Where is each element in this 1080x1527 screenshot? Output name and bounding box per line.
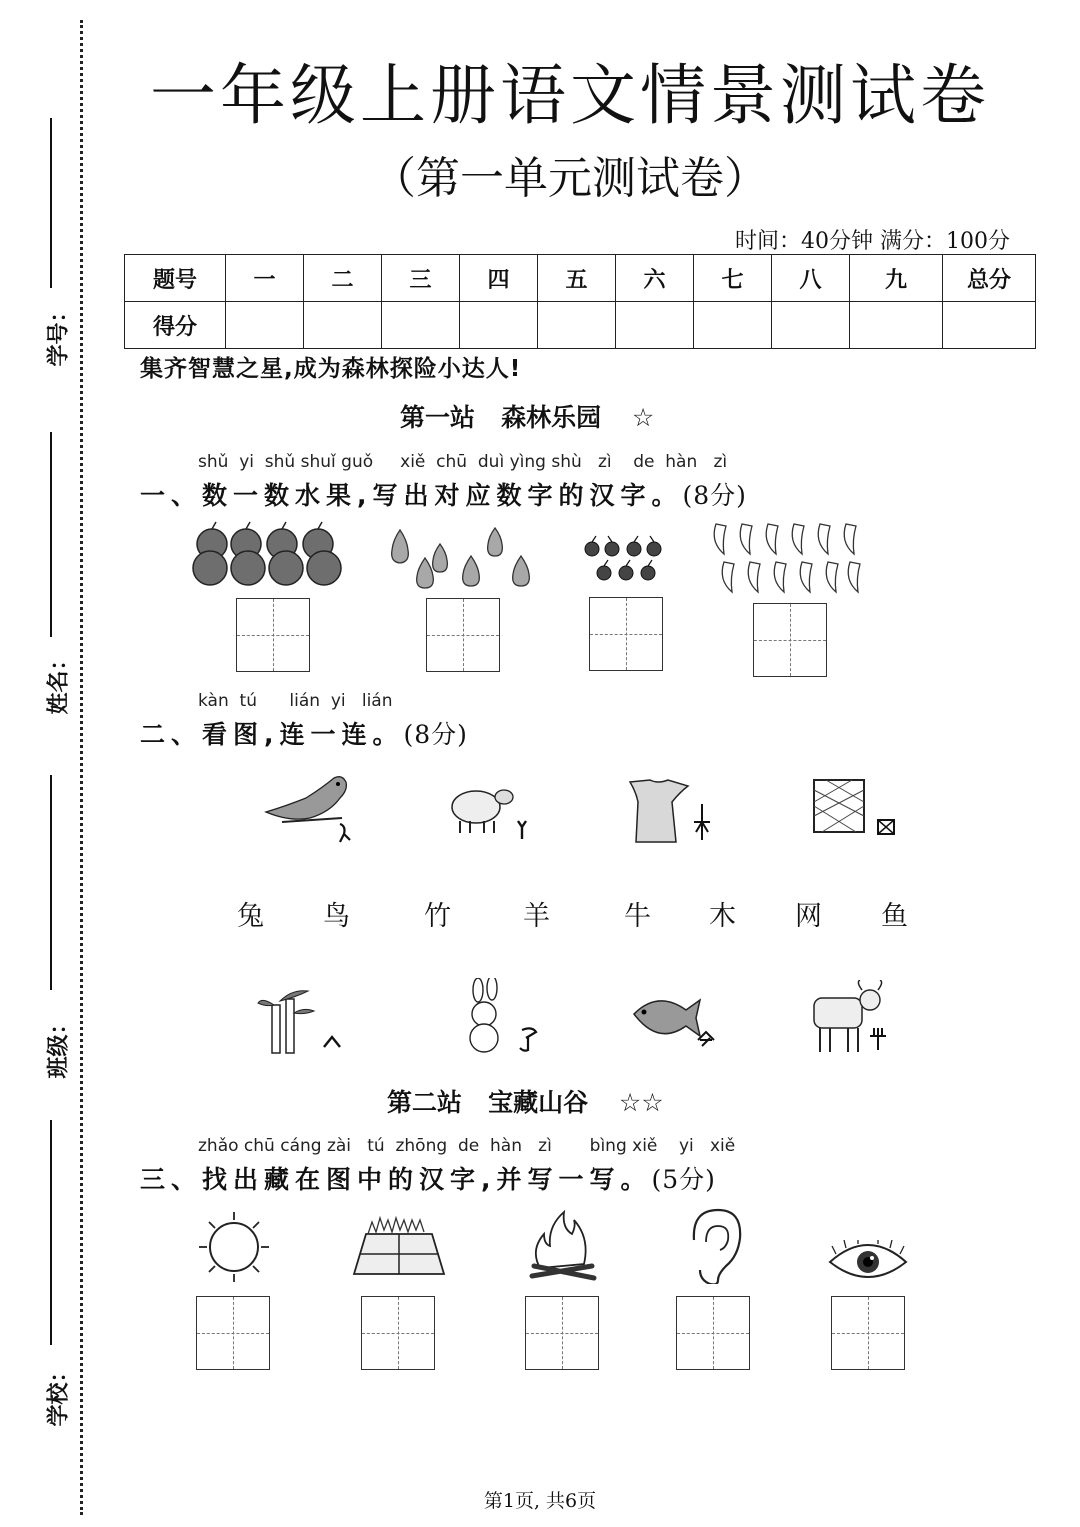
star-icon: ☆ — [631, 403, 655, 432]
bird-icon — [262, 772, 357, 844]
char-wood[interactable]: 木 — [709, 901, 736, 932]
q2-score: (8分) — [403, 720, 468, 749]
page-title: 一年级上册语文情景测试卷 — [150, 57, 990, 134]
time-score-info: 时间：40分钟 满分：100分 — [735, 229, 1010, 254]
q3-pinyin: zhǎo chū cáng zài tú zhōng de hàn zì bìng xiě yi xiě — [198, 1136, 736, 1156]
score-col-2: 二 — [304, 255, 382, 302]
name-line[interactable] — [50, 432, 52, 637]
q1-title — [140, 476, 747, 512]
score-table-row-label: 得分 — [125, 302, 226, 349]
name-label: 姓名： — [46, 648, 72, 715]
answer-grid[interactable] — [196, 1296, 270, 1370]
score-col-6: 六 — [616, 255, 694, 302]
station-1-name: 第一站 森林乐园 — [400, 403, 602, 432]
apple-icon — [190, 520, 355, 588]
stars-icon: ☆☆ — [618, 1088, 664, 1117]
school-line[interactable] — [50, 1120, 52, 1345]
q1-pinyin: shǔ yi shǔ shuǐ guǒ xiě chū duì yìng shù zì de hàn zì — [198, 452, 728, 472]
bamboo-icon — [256, 985, 348, 1057]
q1-score: (8分) — [682, 481, 747, 510]
score-cell[interactable] — [538, 302, 616, 349]
score-table-header-label: 题号 — [125, 255, 226, 302]
cherry-icon — [582, 535, 667, 583]
tree-icon — [620, 776, 710, 846]
sheep-icon — [448, 785, 538, 845]
score-cell[interactable] — [943, 302, 1036, 349]
answer-grid[interactable] — [426, 598, 500, 672]
sun-icon — [196, 1210, 272, 1284]
ear-icon — [684, 1206, 746, 1284]
answer-grid[interactable] — [361, 1296, 435, 1370]
class-label: 班级： — [46, 1012, 72, 1079]
fish-icon — [628, 990, 720, 1056]
q2-title-text: 二、看图,连一连。 — [140, 720, 404, 749]
answer-grid[interactable] — [831, 1296, 905, 1370]
score-col-7: 七 — [694, 255, 772, 302]
answer-grid[interactable] — [589, 597, 663, 671]
station-2-name: 第二站 宝藏山谷 — [387, 1088, 589, 1117]
q3-title-text: 三、找出藏在图中的汉字,并写一写。 — [140, 1165, 652, 1194]
binding-dotted-line — [80, 20, 83, 1515]
score-cell[interactable] — [616, 302, 694, 349]
class-line[interactable] — [50, 775, 52, 990]
score-col-9: 九 — [850, 255, 943, 302]
char-sheep[interactable]: 羊 — [523, 901, 550, 932]
page-number: 第1页, 共6页 — [483, 1490, 597, 1512]
score-col-1: 一 — [226, 255, 304, 302]
answer-grid[interactable] — [753, 603, 827, 677]
char-bamboo[interactable]: 竹 — [424, 901, 451, 932]
score-cell[interactable] — [850, 302, 943, 349]
answer-grid[interactable] — [236, 598, 310, 672]
score-cell[interactable] — [694, 302, 772, 349]
score-col-4: 四 — [460, 255, 538, 302]
intro-text: 集齐智慧之星,成为森林探险小达人! — [140, 356, 522, 382]
station-2-title — [387, 1083, 664, 1119]
char-bird[interactable]: 鸟 — [323, 901, 350, 932]
char-ox[interactable]: 牛 — [624, 901, 651, 932]
q1-title-text: 一、数一数水果,写出对应数字的汉字。 — [140, 481, 683, 510]
q3-score: (5分) — [651, 1165, 716, 1194]
q3-title — [140, 1160, 716, 1196]
char-net[interactable]: 网 — [795, 901, 822, 932]
rabbit-icon — [460, 978, 545, 1056]
score-table — [124, 254, 1036, 349]
station-1-title — [400, 398, 654, 434]
score-cell[interactable] — [772, 302, 850, 349]
fire-icon — [524, 1210, 602, 1284]
score-table-score-row — [125, 302, 1036, 349]
score-col-total: 总分 — [943, 255, 1036, 302]
score-cell[interactable] — [460, 302, 538, 349]
answer-grid[interactable] — [676, 1296, 750, 1370]
score-cell[interactable] — [304, 302, 382, 349]
eye-icon — [826, 1240, 910, 1282]
score-cell[interactable] — [226, 302, 304, 349]
student-id-line[interactable] — [50, 118, 52, 288]
net-icon — [806, 776, 898, 838]
score-col-3: 三 — [382, 255, 460, 302]
school-label: 学校： — [46, 1360, 72, 1427]
answer-grid[interactable] — [525, 1296, 599, 1370]
char-rabbit[interactable]: 兔 — [237, 901, 264, 932]
student-id-label: 学号： — [46, 300, 72, 367]
field-icon — [348, 1214, 450, 1282]
char-fish[interactable]: 鱼 — [881, 901, 908, 932]
q2-title — [140, 715, 468, 751]
page-subtitle: （第一单元测试卷） — [372, 153, 768, 204]
q2-pinyin: kàn tú lián yi lián — [198, 691, 393, 711]
score-cell[interactable] — [382, 302, 460, 349]
banana-icon — [710, 518, 865, 598]
ox-icon — [808, 980, 900, 1058]
score-table-header-row — [125, 255, 1036, 302]
pear-icon — [385, 522, 545, 590]
score-col-8: 八 — [772, 255, 850, 302]
score-col-5: 五 — [538, 255, 616, 302]
